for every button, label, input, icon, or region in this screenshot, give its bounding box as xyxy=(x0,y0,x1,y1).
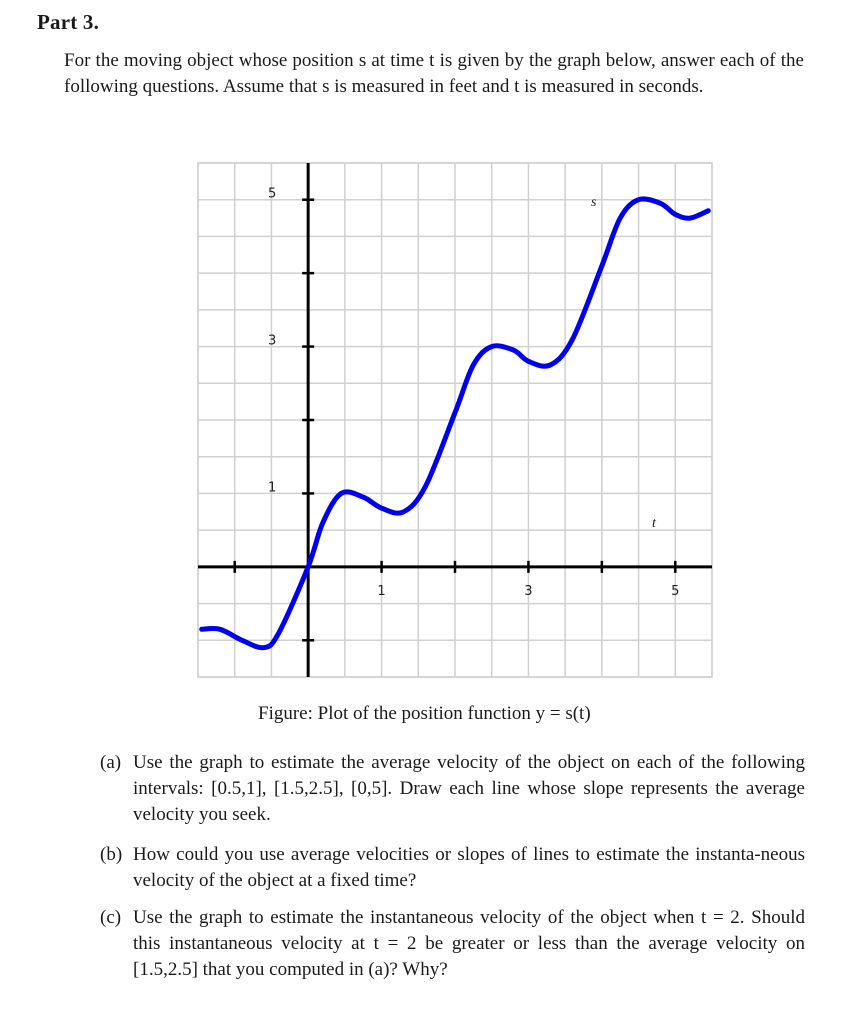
question-b-label: (b) xyxy=(100,844,123,865)
question-c-label: (c) xyxy=(100,907,122,928)
figure-caption: Figure: Plot of the position function y = s(t) xyxy=(258,703,591,724)
y-tick-label: 3 xyxy=(268,333,277,349)
question-c xyxy=(100,905,805,983)
grid xyxy=(198,163,712,677)
position-graph xyxy=(190,155,722,695)
x-tick-label: 3 xyxy=(524,583,533,599)
s-axis-label: s xyxy=(591,195,597,210)
t-axis-label: t xyxy=(652,516,656,531)
y-tick-label: 1 xyxy=(268,480,277,496)
x-tick-label: 5 xyxy=(671,583,680,599)
x-tick-label: 1 xyxy=(377,583,386,599)
part-title: Part 3. xyxy=(37,10,100,34)
question-a xyxy=(100,750,805,828)
intro-paragraph: For the moving object whose position s at time t is given by the graph below, answer each of the following questions. Assume that s is measured in feet and t is measured in seconds. xyxy=(64,50,804,97)
question-a-label: (a) xyxy=(100,752,122,773)
question-b xyxy=(100,842,805,894)
question-a-text: Use the graph to estimate the average velocity of the object on each of the following intervals: [0.5,1], [1.5,2.5], [0,5]. Draw each line whose slope represents the average velocity you seek. xyxy=(133,752,805,825)
question-b-text: How could you use average velocities or slopes of lines to estimate the instanta-neous velocity of the object at a fixed time? xyxy=(133,844,805,891)
question-c-text: Use the graph to estimate the instantaneous velocity of the object when t = 2. Should this instantaneous velocity at t = 2 be greater or less than the average velocity on [1.5,2.5] that you computed in (a)? Why? xyxy=(133,907,805,980)
y-tick-label: 5 xyxy=(268,186,277,202)
caption-text: Plot of the position function y = s(t) xyxy=(317,703,591,724)
